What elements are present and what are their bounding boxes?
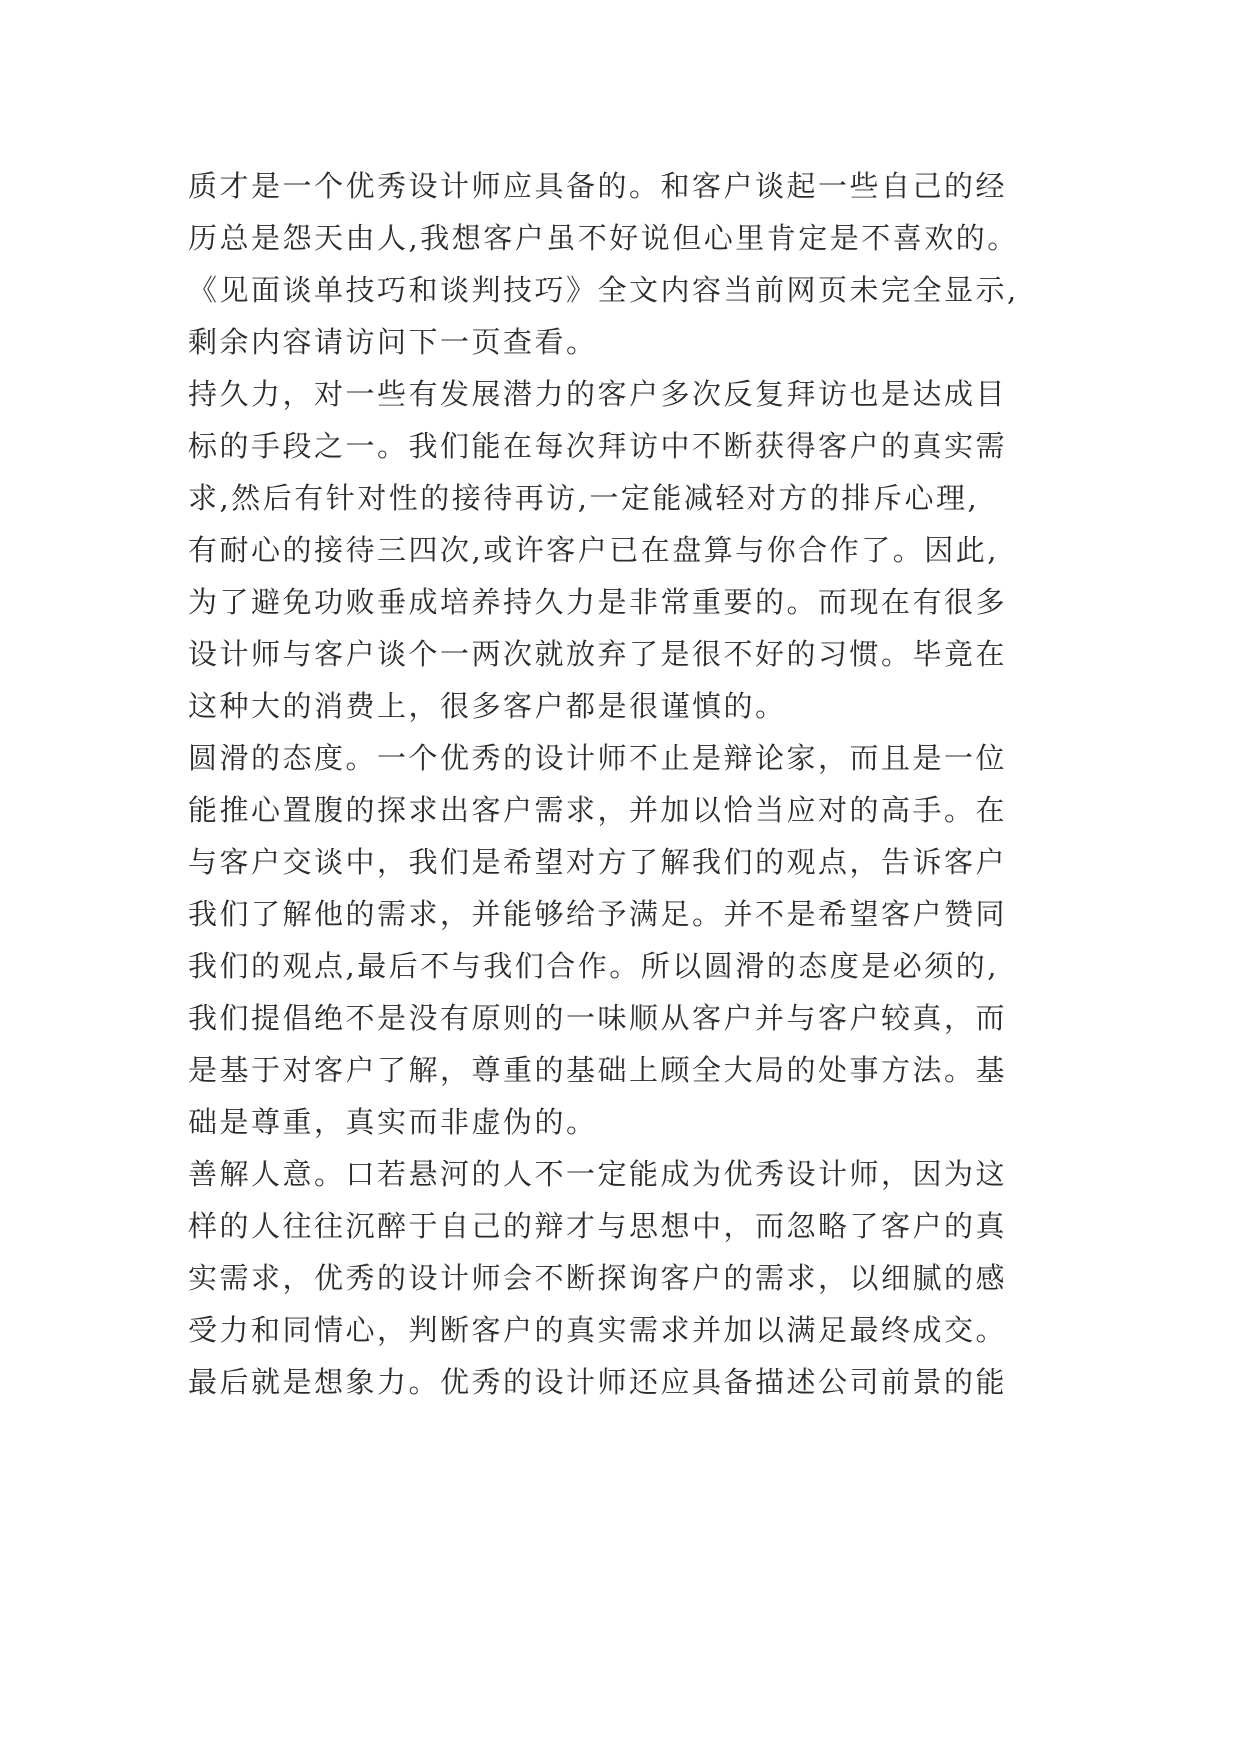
text-line: 我们的观点,最后不与我们合作。所以圆滑的态度是必须的, — [188, 949, 999, 983]
text-line: 剩余内容请访问下一页查看。 — [188, 325, 598, 359]
text-line: 善解人意。口若悬河的人不一定能成为优秀设计师，因为这 — [188, 1157, 1008, 1191]
text-line: 我们提倡绝不是没有原则的一味顺从客户并与客户较真，而 — [188, 1001, 1008, 1035]
text-line: 受力和同情心，判断客户的真实需求并加以满足最终成交。 — [188, 1313, 1008, 1347]
text-line: 实需求，优秀的设计师会不断探询客户的需求，以细腻的感 — [188, 1261, 1008, 1295]
text-line: 样的人往往沉醉于自己的辩才与思想中，而忽略了客户的真 — [188, 1209, 1008, 1243]
text-line: 有耐心的接待三四次,或许客户已在盘算与你合作了。因此, — [188, 533, 999, 567]
text-line: 设计师与客户谈个一两次就放弃了是很不好的习惯。毕竟在 — [188, 637, 1008, 671]
text-line: 为了避免功败垂成培养持久力是非常重要的。而现在有很多 — [188, 585, 1008, 619]
text-line: 持久力，对一些有发展潜力的客户多次反复拜访也是达成目 — [188, 377, 1008, 411]
text-line: 与客户交谈中，我们是希望对方了解我们的观点，告诉客户 — [188, 845, 1008, 879]
text-line: 能推心置腹的探求出客户需求，并加以恰当应对的高手。在 — [188, 793, 1008, 827]
text-line: 是基于对客户了解，尊重的基础上顾全大局的处事方法。基 — [188, 1053, 1008, 1087]
text-line: 础是尊重，真实而非虚伪的。 — [188, 1105, 598, 1139]
text-line: 标的手段之一。我们能在每次拜访中不断获得客户的真实需 — [188, 429, 1008, 463]
text-line: 《见面谈单技巧和谈判技巧》全文内容当前网页未完全显示, — [188, 273, 1019, 307]
text-line: 这种大的消费上，很多客户都是很谨慎的。 — [188, 689, 787, 723]
text-line: 质才是一个优秀设计师应具备的。和客户谈起一些自己的经 — [188, 169, 1008, 203]
text-line: 历总是怨天由人,我想客户虽不好说但心里肯定是不喜欢的。 — [188, 221, 1019, 255]
text-line: 求,然后有针对性的接待再访,一定能减轻对方的排斥心理, — [188, 481, 980, 515]
text-line: 最后就是想象力。优秀的设计师还应具备描述公司前景的能 — [188, 1365, 1008, 1399]
text-line: 我们了解他的需求，并能够给予满足。并不是希望客户赞同 — [188, 897, 1008, 931]
body-text — [188, 160, 1058, 1408]
text-line: 圆滑的态度。一个优秀的设计师不止是辩论家，而且是一位 — [188, 741, 1008, 775]
